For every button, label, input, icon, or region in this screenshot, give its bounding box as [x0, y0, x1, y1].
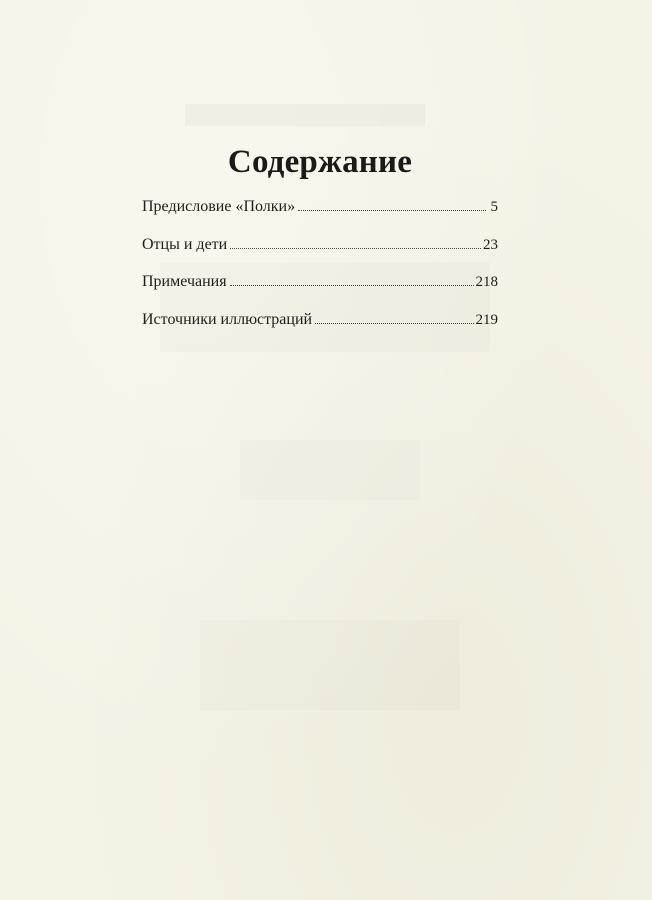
- toc-entry: [142, 198, 498, 236]
- toc-dot-leader: [315, 323, 473, 324]
- toc-entry-label: Отцы и дети: [142, 235, 228, 253]
- table-of-contents: [142, 198, 498, 348]
- toc-entry-label: Примечания: [142, 273, 227, 290]
- toc-dot-leader: [298, 210, 486, 211]
- show-through-block: [240, 440, 420, 500]
- toc-entry-page: 5: [490, 199, 498, 215]
- show-through-block: [200, 620, 460, 710]
- toc-entry: [142, 273, 498, 311]
- toc-dot-leader: [230, 248, 481, 249]
- toc-entry-label: Предисловие «Полки»: [142, 198, 296, 215]
- toc-entry-page: 218: [475, 274, 498, 290]
- page-title: Содержание: [227, 144, 413, 181]
- toc-entry: [142, 236, 498, 274]
- toc-entry: [142, 311, 498, 349]
- toc-entry-page: 219: [475, 311, 498, 328]
- toc-entry-page: 23: [483, 236, 498, 253]
- toc-dot-leader: [230, 285, 474, 286]
- show-through-block: [185, 104, 425, 126]
- toc-entry-label: Источники иллюстраций: [142, 310, 313, 328]
